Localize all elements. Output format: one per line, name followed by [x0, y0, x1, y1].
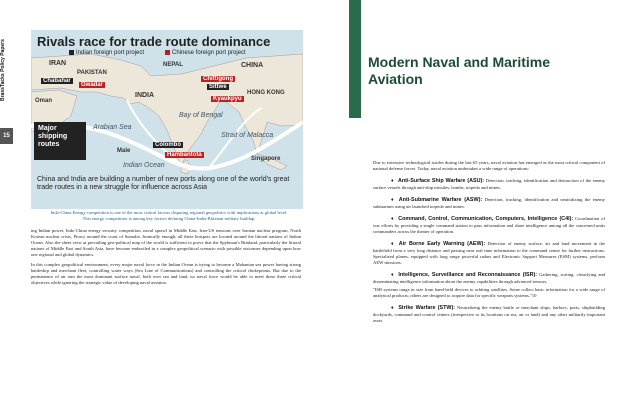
- port-chittigong: Chittigong: [203, 76, 233, 82]
- item-stw: [373, 305, 605, 324]
- port-male: Male: [117, 148, 131, 154]
- port-sittwe: Sittwe: [209, 84, 227, 90]
- bullet-icon: ♦: [391, 306, 395, 311]
- isr-quote-text: "ISR systems range in size from hand-held devices to orbiting satellites. Some collect basic information for a wide range of analytical products; others are designed to acquire data for specific weapons systems."10: [373, 287, 605, 298]
- routes-line-1: Major: [38, 125, 57, 132]
- label-bay-of-bengal: Bay of Bengal: [179, 112, 223, 119]
- legend-indian: [69, 50, 144, 56]
- routes-line-3: routes: [38, 141, 60, 148]
- port-singapore: Singapore: [251, 156, 281, 162]
- label-hong-kong: HONG KONG: [247, 90, 285, 96]
- item-asw-text: Detection, tracking, identification and neutralizing the enemy submarines using air launched torpedo and mines.: [373, 197, 605, 209]
- left-paragraph-2: In this complex geopolitical environment, every major naval force in the Indian Ocean is trying to become a Mahanian sea power having strong battleship and merchant fleet, controlling water ways (Sea Line of Communications) and controlling the critical chokepoints. But due to the permanence of air arm the most dominant surface naval, both over sea and land, no naval force would be able to meet these three critical objectives while ignoring the strategic value of developing naval aviation.: [31, 262, 301, 285]
- port-chabahar: Chabahar: [43, 78, 71, 84]
- item-aew: [373, 241, 605, 266]
- major-shipping-routes-label: [34, 122, 86, 160]
- legend-chinese-label: Chinese foreign port project: [172, 50, 246, 57]
- title-accent-bar: [349, 0, 361, 118]
- label-indian-ocean: Indian Ocean: [123, 162, 165, 169]
- item-asu-text: Detection, tracking, identification and destruction of the enemy surface vessels through anti-ship missiles, bombs, torpedo and mines.: [373, 178, 605, 190]
- item-c4i-head: Command, Control, Communication, Computers, Intelligence (C4I):: [398, 216, 574, 222]
- item-isr-text: Gathering, sorting, classifying and disseminating intelligence information about the enemy capabilities through advanced sensors.: [373, 272, 605, 284]
- label-pakistan: PAKISTAN: [77, 70, 107, 76]
- item-asu-head: Anti-Surface Ship Warfare (ASU):: [397, 178, 485, 184]
- isr-quote: [373, 287, 605, 299]
- item-asw-head: Anti-Submarine Warfare (ASW):: [398, 197, 483, 203]
- trade-route-map: [31, 30, 303, 209]
- left-paragraph-1: ing Indian power, Indo-China energy security competition, naval sprawl in Middle East, Iran-US tensions over Iranian nuclear program, North Korean nuclear crisis, Piracy around the coast of Somalia. Ironically enough, all these hotspots are located around the littoral nations of Indian Ocean. Also the sheer view at prevailing geo-political map of the world is sufficient to prove that the Spykman's Rimland, particularly the littoral nations of Middle East and South Asia, have become embroiled in a complex geopolitical scenario with possible outcomes depending upon how one regional and global dynamics.: [31, 228, 301, 257]
- label-iran: IRAN: [49, 60, 67, 67]
- item-isr-head: Intelligence, Surveillance and Reconnaissance (ISR):: [398, 272, 538, 278]
- bullet-icon: ♦: [391, 179, 394, 184]
- item-stw-text: Neutralizing the enemy battle or merchant ships, harbors, ports, shipbuilding dockyards, command and control centers (irrespective to its locations on sea, air or land) and any other militarily important asset.: [373, 305, 605, 323]
- label-arabian-sea: Arabian Sea: [93, 124, 132, 131]
- port-colombo: Colombo: [155, 142, 181, 148]
- item-c4i-text: Coordination of war efforts by providing a single command station to pass information and share intelligence among all the concerned units commanders across the theater of operation.: [373, 216, 605, 234]
- bullet-icon: ♦: [391, 273, 395, 278]
- item-stw-head: Strike Warfare (STW):: [398, 305, 456, 311]
- label-strait-of-malacca: Strait of Malacca: [221, 132, 274, 139]
- port-oman: Oman: [35, 98, 53, 104]
- section-title: Modern Naval and Maritime Aviation: [368, 54, 551, 87]
- label-india: INDIA: [135, 92, 155, 99]
- intro-paragraph: Due to extensive technological strides during the last 65 years, naval aviation has emerged as the most critical component of national defense forces. Today, naval aviation undertakes a wide range of operations:: [373, 160, 605, 171]
- bullet-icon: ♦: [391, 217, 395, 222]
- item-aew-head: Air Borne Early Warning (AEW):: [398, 241, 486, 247]
- legend-swatch-indian: [69, 50, 74, 55]
- side-label: BrassTacks Policy Papers: [0, 39, 6, 101]
- left-body-text: [31, 228, 301, 290]
- legend-indian-label: Indian foreign port project: [76, 50, 145, 57]
- port-kyaukpyu: Kyaukpyu: [213, 96, 242, 102]
- map-caption: China and India are building a number of new ports along one of the world's great trade routes in a new struggle for influence across Asia: [37, 176, 290, 191]
- label-china: CHINA: [241, 62, 264, 69]
- bullet-icon: ♦: [391, 242, 395, 247]
- label-nepal: NEPAL: [163, 62, 183, 68]
- legend-chinese: [165, 50, 246, 56]
- item-isr: [373, 272, 605, 285]
- bullet-icon: ♦: [391, 198, 395, 203]
- legend-swatch-chinese: [165, 50, 170, 55]
- item-aew-text: Detection of enemy surface, air and land movement in the battlefield from a very long distance and passing near real time information to the command center for further instructions. Specialized planes, equipped with long range powerful radars and Electronic Support Measures (ESM) systems, perform AEW missions.: [373, 241, 605, 265]
- item-asu: [373, 178, 605, 191]
- routes-line-2: shipping: [38, 133, 68, 140]
- item-asw: [373, 197, 605, 210]
- figure-caption: Indo-China Energy competition is one of the most critical factors disputing regional geopolitics with implications at global level. This energy competition is among key factors defining China-India-Pakistan military buildup.: [50, 210, 288, 221]
- map-title: Rivals race for trade route dominance: [37, 34, 271, 49]
- port-gwadar: Gwadar: [81, 82, 104, 88]
- page-number: 15: [0, 128, 13, 144]
- port-hambantota: Hambantota: [167, 152, 202, 158]
- right-body-text: [373, 160, 605, 330]
- item-c4i: [373, 216, 605, 235]
